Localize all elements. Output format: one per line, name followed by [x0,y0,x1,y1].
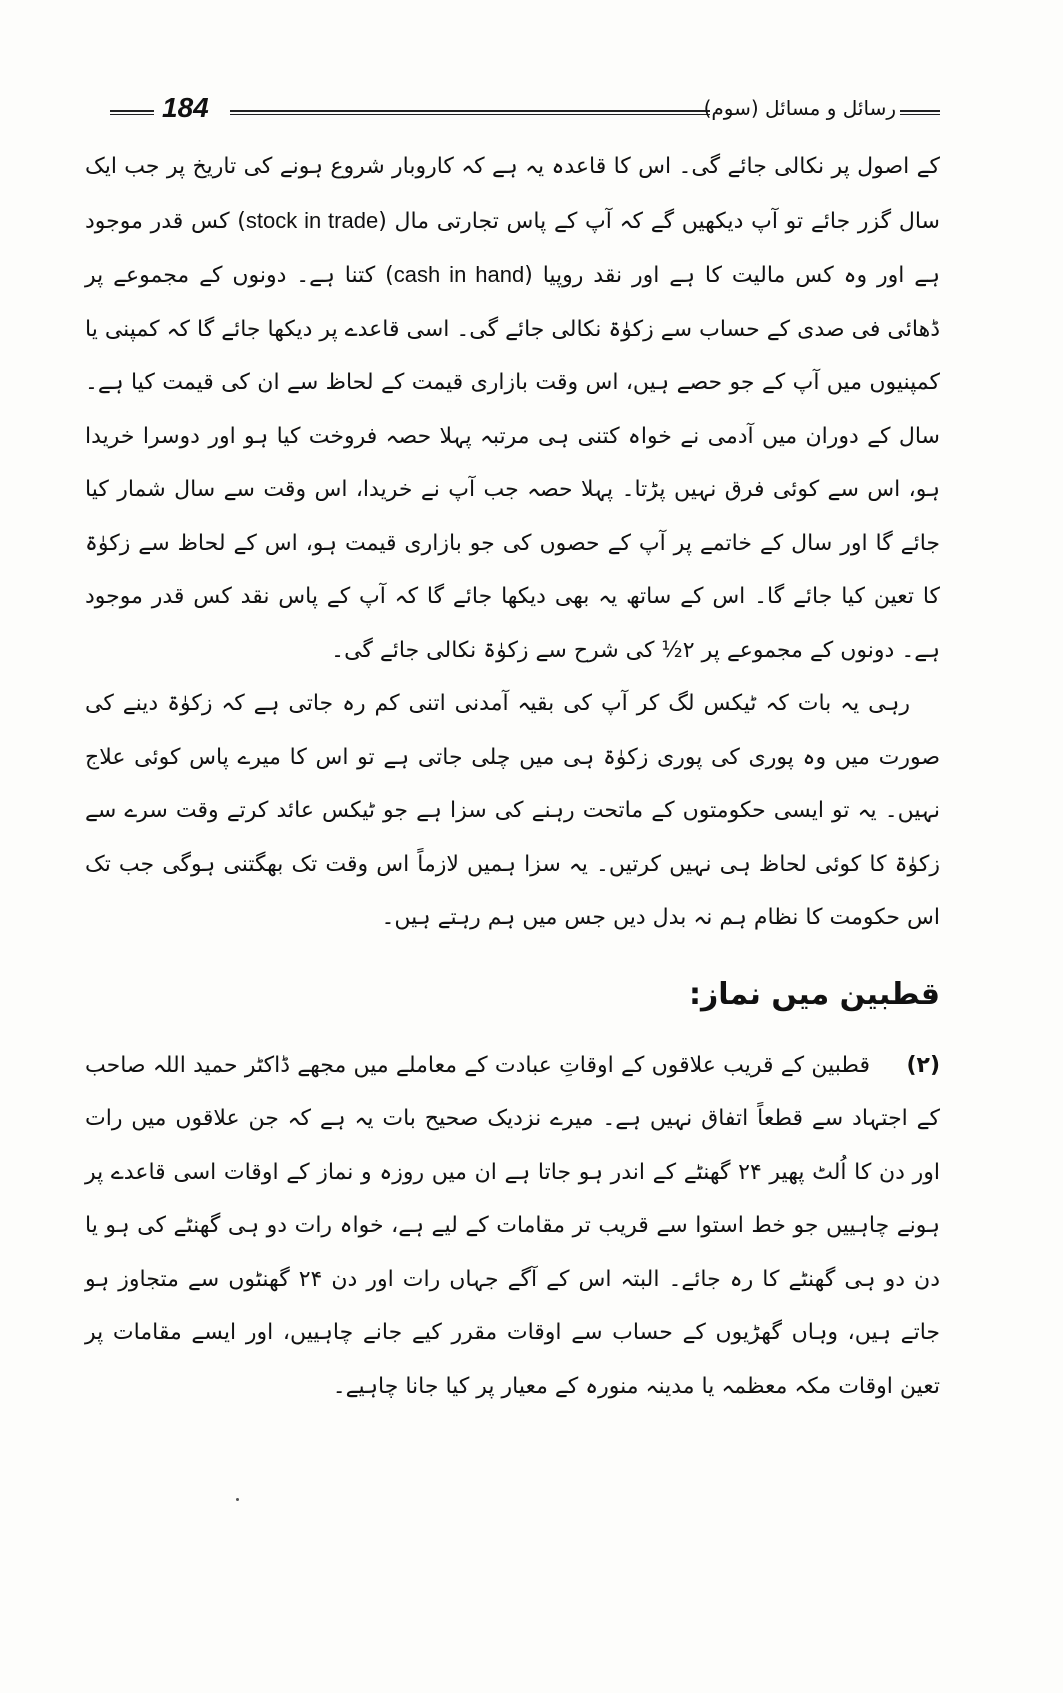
page-body [85,140,940,1413]
paragraph-text: قطبین کے قریب علاقوں کے اوقاتِ عبادت کے معاملے میں مجھے ڈاکٹر حمید اللہ صاحب کے اجتہاد سے قطعاً اتفاق نہیں ہے۔ میرے نزدیک صحیح بات یہ ہے کہ جن علاقوں میں رات اور دن کا اُلٹ پھیر ۲۴ گھنٹے کے اندر ہو جاتا ہے ان میں روزہ و نماز کے اوقات اسی قاعدے پر ہونے چاہییں جو خط استوا سے قریب تر مقامات کے لیے ہے، خواہ رات دو ہی گھنٹے کی ہو یا دن دو ہی گھنٹے کا رہ جائے۔ البتہ اس کے آگے جہاں رات اور دن ۲۴ گھنٹوں سے متجاوز ہو جاتے ہیں، وہاں گھڑیوں کے حساب سے اوقات مقرر کیے جانے چاہییں، اور ایسے مقامات پر تعین اوقات مکہ معظمہ یا مدینہ منورہ کے معیار پر کیا جانا چاہیے۔ [85,1052,940,1399]
paragraph-number: (۲) [906,1052,940,1078]
page-number: 184 [162,92,209,123]
paragraph-text: ) کس قدر موجود ہے اور وہ کس مالیت کا ہے اور نقد روپیا ( [85,208,940,288]
scan-speck [236,1498,239,1501]
header-rule-right [900,110,940,115]
english-term-stock-in-trade: stock in trade [245,207,379,233]
english-term-cash-in-hand: cash in hand [393,262,525,287]
paragraph-polar-prayer-times [85,1039,940,1414]
paragraph-zakat-calculation [85,140,940,677]
header-rule-middle [230,110,710,115]
page-header [110,88,940,128]
running-title: رسائل و مسائل (سوم) [703,96,896,120]
paragraph-text: ) کتنا ہے۔ دونوں کے مجموعے پر ڈھائی فی صدی کے حساب سے زکوٰۃ نکالی جائے گی۔ اسی قاعدے پر دیکھا جائے گا کہ کمپنی یا کمپنیوں میں آپ کے جو حصے ہیں، اس وقت بازاری قیمت کے لحاظ سے ان کی قیمت کیا ہے۔ سال کے دوران میں آدمی نے خواہ کتنی ہی مرتبہ پہلا حصہ فروخت کیا ہو اور دوسرا خریدا ہو، اس سے کوئی فرق نہیں پڑتا۔ پہلا حصہ جب آپ نے خریدا، اس وقت سے سال شمار کیا جائے گا اور سال کے خاتمے پر آپ کے حصوں کی جو بازاری قیمت ہو، اس کے لحاظ سے زکوٰۃ کا تعین کیا جائے گا۔ اس کے ساتھ یہ بھی دیکھا جائے گا کہ آپ کے پاس نقد کس قدر موجود ہے۔ دونوں کے مجموعے پر ۲½ کی شرح سے زکوٰۃ نکالی جائے گی۔ [85,263,940,663]
paragraph-tax-burden: رہی یہ بات کہ ٹیکس لگ کر آپ کی بقیہ آمدنی اتنی کم رہ جاتی ہے کہ زکوٰۃ دینے کی صورت میں وہ پوری کی پوری زکوٰۃ ہی میں چلی جاتی ہے تو اس کا میرے پاس کوئی علاج نہیں۔ یہ تو ایسی حکومتوں کے ماتحت رہنے کی سزا ہے جو ٹیکس عائد کرتے وقت سرے سے زکوٰۃ کا کوئی لحاظ ہی نہیں کرتیں۔ یہ سزا ہمیں لازماً اس وقت تک بھگتنی ہوگی جب تک اس حکومت کا نظام ہم نہ بدل دیں جس میں ہم رہتے ہیں۔ [85,691,940,930]
section-heading-prayer-at-poles: قطبین میں نماز: [689,976,940,1012]
paragraph-text: کے اصول پر نکالی جائے گی۔ اس کا قاعدہ یہ ہے کہ کاروبار شروع ہونے کی تاریخ پر جب ایک سال گزر جائے تو آپ دیکھیں گے کہ آپ کے پاس تجارتی مال ( [85,154,940,234]
header-rule-left [110,110,154,115]
